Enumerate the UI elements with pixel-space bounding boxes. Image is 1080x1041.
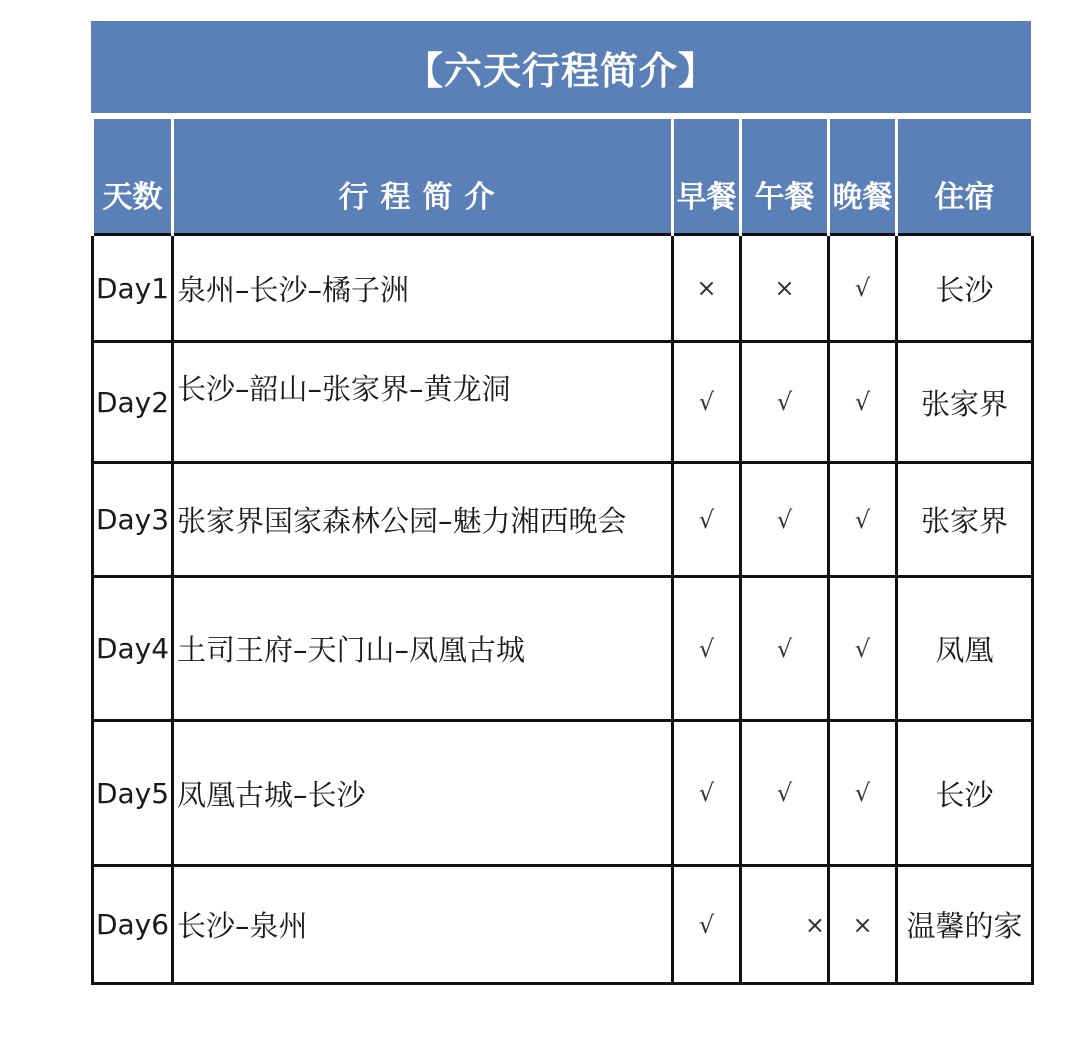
route-cell: 泉州–长沙–橘子洲 (173, 235, 673, 342)
header-dinner: 晚餐 (829, 118, 897, 235)
dinner-cell: √ (829, 463, 897, 577)
header-lodging: 住宿 (897, 118, 1033, 235)
table-row (93, 463, 1033, 577)
lodging-cell: 张家界 (897, 463, 1033, 577)
dinner-cell: √ (829, 721, 897, 866)
breakfast-cell: √ (673, 866, 741, 984)
day-cell: Day6 (93, 866, 173, 984)
lunch-cell: × (741, 866, 829, 984)
itinerary-table (91, 116, 1034, 985)
header-day: 天数 (93, 118, 173, 235)
header-route: 行程简介 (173, 118, 673, 235)
breakfast-cell: × (673, 235, 741, 342)
route-cell: 张家界国家森林公园–魅力湘西晚会 (173, 463, 673, 577)
lunch-cell: √ (741, 721, 829, 866)
table-row (93, 235, 1033, 342)
lunch-cell: √ (741, 342, 829, 463)
table-row (93, 342, 1033, 463)
lodging-cell: 长沙 (897, 235, 1033, 342)
itinerary-table-container (91, 21, 1031, 985)
header-breakfast: 早餐 (673, 118, 741, 235)
itinerary-title: 【六天行程简介】 (91, 21, 1031, 116)
header-lunch: 午餐 (741, 118, 829, 235)
table-header (93, 118, 1033, 235)
breakfast-cell: √ (673, 721, 741, 866)
dinner-cell: √ (829, 342, 897, 463)
table-row (93, 866, 1033, 984)
dinner-cell: √ (829, 577, 897, 721)
route-cell: 长沙–泉州 (173, 866, 673, 984)
lunch-cell: √ (741, 463, 829, 577)
breakfast-cell: √ (673, 463, 741, 577)
route-cell: 长沙–韶山–张家界–黄龙洞 (173, 342, 673, 463)
table-row (93, 577, 1033, 721)
lodging-cell: 张家界 (897, 342, 1033, 463)
dinner-cell: √ (829, 235, 897, 342)
breakfast-cell: √ (673, 577, 741, 721)
lunch-cell: × (741, 235, 829, 342)
day-cell: Day4 (93, 577, 173, 721)
lodging-cell: 温馨的家 (897, 866, 1033, 984)
header-row (93, 118, 1033, 235)
day-cell: Day2 (93, 342, 173, 463)
lodging-cell: 长沙 (897, 721, 1033, 866)
day-cell: Day1 (93, 235, 173, 342)
lunch-cell: √ (741, 577, 829, 721)
lodging-cell: 凤凰 (897, 577, 1033, 721)
day-cell: Day3 (93, 463, 173, 577)
route-cell: 凤凰古城–长沙 (173, 721, 673, 866)
route-cell: 土司王府–天门山–凤凰古城 (173, 577, 673, 721)
dinner-cell: × (829, 866, 897, 984)
table-row (93, 721, 1033, 866)
day-cell: Day5 (93, 721, 173, 866)
table-body (93, 235, 1033, 984)
breakfast-cell: √ (673, 342, 741, 463)
